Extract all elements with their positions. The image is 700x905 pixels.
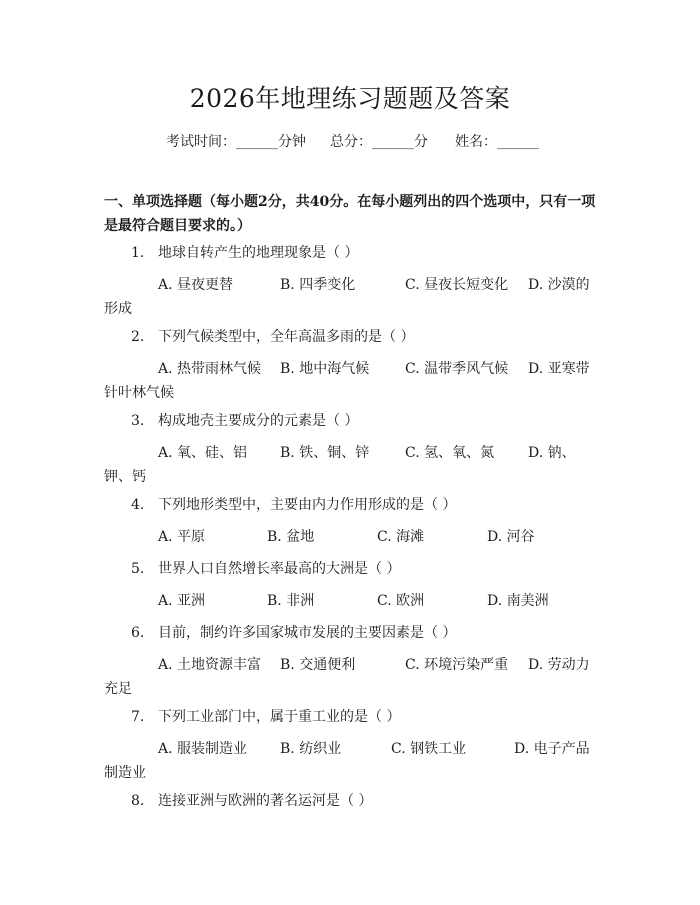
option-c: C. 钢铁工业 bbox=[391, 741, 467, 757]
option-d: D. 劳动力 bbox=[528, 657, 590, 673]
option-d: D. 亚寒带 bbox=[528, 361, 590, 377]
option-c: C. 温带季风气候 bbox=[405, 361, 509, 377]
question-number: 8. bbox=[131, 793, 145, 809]
option-a: A. 昼夜更替 bbox=[158, 277, 234, 293]
question-4 bbox=[131, 495, 456, 515]
option-a: A. 氧、硅、铝 bbox=[158, 445, 248, 461]
question-5 bbox=[131, 559, 400, 579]
question-7 bbox=[131, 707, 400, 727]
option-b: B. 盆地 bbox=[267, 529, 315, 545]
option-b: B. 非洲 bbox=[267, 593, 315, 609]
option-wrap-text: 钾、钙 bbox=[104, 469, 146, 485]
question-text: 下列工业部门中，属于重工业的是（ ） bbox=[158, 709, 401, 725]
question-number: 5. bbox=[131, 561, 145, 577]
question-3-options bbox=[104, 441, 600, 489]
question-number: 4. bbox=[131, 497, 145, 513]
page-title: 2026年地理练习题题及答案 bbox=[189, 84, 511, 113]
exam-time-field: 考试时间：______分钟 bbox=[166, 134, 306, 150]
option-c: C. 海滩 bbox=[377, 529, 425, 545]
question-2 bbox=[131, 327, 414, 347]
option-b: B. 四季变化 bbox=[280, 277, 356, 293]
question-number: 7. bbox=[131, 709, 145, 725]
question-text: 目前，制约许多国家城市发展的主要因素是（ ） bbox=[158, 625, 457, 641]
question-3 bbox=[131, 411, 358, 431]
option-d: D. 南美洲 bbox=[487, 593, 549, 609]
option-a: A. 服装制造业 bbox=[158, 741, 248, 757]
question-1 bbox=[131, 243, 358, 263]
student-name-field: 姓名：______ bbox=[455, 134, 539, 150]
option-d: D. 沙漠的 bbox=[528, 277, 590, 293]
option-c: C. 昼夜长短变化 bbox=[405, 277, 509, 293]
question-6-options bbox=[104, 653, 600, 701]
question-1-options bbox=[104, 273, 600, 321]
option-a: A. 土地资源丰富 bbox=[158, 657, 262, 673]
option-a: A. 平原 bbox=[158, 529, 206, 545]
question-number: 1. bbox=[131, 245, 145, 261]
option-wrap-text: 充足 bbox=[104, 681, 132, 697]
option-a: A. 亚洲 bbox=[158, 593, 206, 609]
question-number: 3. bbox=[131, 413, 145, 429]
option-b: B. 地中海气候 bbox=[280, 361, 370, 377]
question-text: 下列地形类型中，主要由内力作用形成的是（ ） bbox=[158, 497, 457, 513]
question-5-options bbox=[104, 589, 600, 613]
question-number: 2. bbox=[131, 329, 145, 345]
question-text: 世界人口自然增长率最高的大洲是（ ） bbox=[158, 561, 401, 577]
option-c: C. 欧洲 bbox=[377, 593, 425, 609]
question-8 bbox=[131, 791, 372, 811]
question-text: 下列气候类型中，全年高温多雨的是（ ） bbox=[158, 329, 415, 345]
option-d: D. 电子产品 bbox=[514, 741, 590, 757]
question-text: 连接亚洲与欧洲的著名运河是（ ） bbox=[158, 793, 373, 809]
option-b: B. 纺织业 bbox=[280, 741, 342, 757]
option-d: D. 钠、 bbox=[528, 445, 576, 461]
option-a: A. 热带雨林气候 bbox=[158, 361, 262, 377]
option-wrap-text: 制造业 bbox=[104, 765, 146, 781]
question-4-options bbox=[104, 525, 600, 549]
option-b: B. 交通便利 bbox=[280, 657, 356, 673]
question-7-options bbox=[104, 737, 600, 785]
question-number: 6. bbox=[131, 625, 145, 641]
option-wrap-text: 形成 bbox=[104, 301, 132, 317]
section-heading: 一、单项选择题（每小题2分，共40分。在每小题列出的四个选项中，只有一项是最符合题目要求的。） bbox=[104, 194, 596, 234]
total-score-field: 总分：______分 bbox=[330, 134, 428, 150]
question-text: 地球自转产生的地理现象是（ ） bbox=[158, 245, 359, 261]
option-c: C. 氢、氧、氮 bbox=[405, 445, 495, 461]
option-d: D. 河谷 bbox=[487, 529, 535, 545]
question-text: 构成地壳主要成分的元素是（ ） bbox=[158, 413, 359, 429]
option-b: B. 铁、铜、锌 bbox=[280, 445, 370, 461]
option-c: C. 环境污染严重 bbox=[405, 657, 509, 673]
question-6 bbox=[131, 623, 456, 643]
question-2-options bbox=[104, 357, 600, 405]
option-wrap-text: 针叶林气候 bbox=[104, 385, 174, 401]
